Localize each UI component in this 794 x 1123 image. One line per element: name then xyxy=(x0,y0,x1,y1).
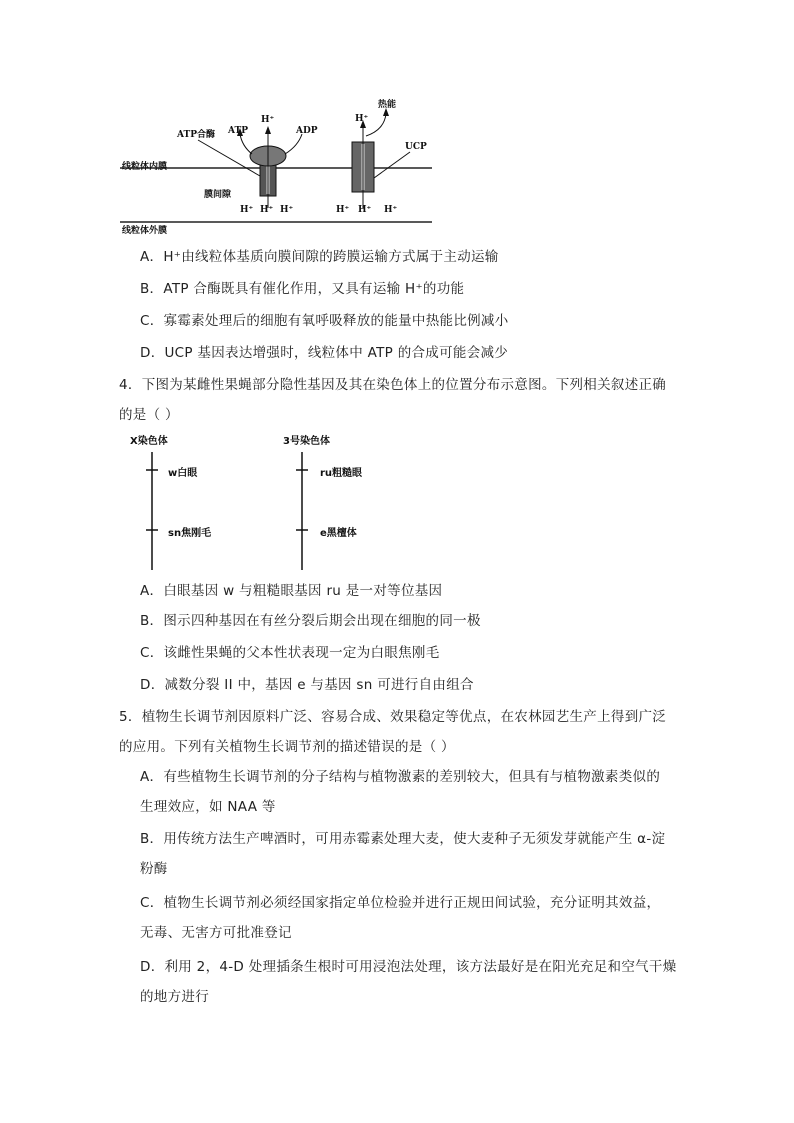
q5-option-a-line1: A．有些植物生长调节剂的分子结构与植物激素的差别较大，但具有与植物激素类似的 xyxy=(140,769,661,785)
q5-stem-line1: 5．植物生长调节剂因原料广泛、容易合成、效果稳定等优点，在农林园艺生产上得到广泛 xyxy=(119,709,667,725)
q5-option-c-line1: C．植物生长调节剂必须经国家指定单位检验并进行正规田间试验，充分证明其效益， xyxy=(140,895,661,911)
adp-label: ADP xyxy=(296,126,318,136)
atp-synthase-label: ATP合酶 xyxy=(177,130,215,140)
h-label-bottom: H⁺ xyxy=(358,205,372,215)
heat-arrow xyxy=(366,114,386,136)
e-gene-label: e黑檀体 xyxy=(320,528,357,539)
q4-stem-line1: 4．下图为某雌性果蝇部分隐性基因及其在染色体上的位置分布示意图。下列相关叙述正确 xyxy=(119,377,667,393)
chromosome-svg xyxy=(120,430,420,575)
adp-arrow xyxy=(285,134,302,154)
h-label-bottom: H⁺ xyxy=(240,205,254,215)
atp-arrow xyxy=(240,134,252,154)
x-chromosome-label: X染色体 xyxy=(130,436,168,447)
q3-option-a: A．H⁺由线粒体基质向膜间隙的跨膜运输方式属于主动运输 xyxy=(140,249,499,265)
h-label-bottom: H⁺ xyxy=(280,205,294,215)
h-label-top-left: H⁺ xyxy=(261,115,275,125)
ucp-pointer xyxy=(374,152,410,178)
q4-option-d: D．减数分裂 II 中，基因 e 与基因 sn 可进行自由组合 xyxy=(140,677,474,693)
q3-option-c: C．寡霉素处理后的细胞有氧呼吸释放的能量中热能比例减小 xyxy=(140,313,509,329)
q5-option-b-line1: B．用传统方法生产啤酒时，可用赤霉素处理大麦，使大麦种子无须发芽就能产生 α-淀 xyxy=(140,831,666,847)
intermembrane-space-label: 膜间隙 xyxy=(204,190,232,200)
q4-option-c: C．该雌性果蝇的父本性状表现一定为白眼焦刚毛 xyxy=(140,645,440,661)
chr3-label: 3号染色体 xyxy=(283,436,330,447)
h-label-bottom: H⁺ xyxy=(336,205,350,215)
q3-option-d: D．UCP 基因表达增强时，线粒体中 ATP 的合成可能会减少 xyxy=(140,345,509,361)
mitochondria-membrane-diagram xyxy=(120,96,440,241)
q5-option-d-line1: D．利用 2，4-D 处理插条生根时可用浸泡法处理，该方法最好是在阳光充足和空气干燥 xyxy=(140,959,677,975)
sn-gene-label: sn焦刚毛 xyxy=(168,528,212,539)
outer-membrane-label: 线粒体外膜 xyxy=(122,226,168,236)
h-label-bottom: H⁺ xyxy=(384,205,398,215)
h-label-bottom: H⁺ xyxy=(260,205,274,215)
membrane-svg xyxy=(120,96,440,241)
q3-option-b: B．ATP 合酶既具有催化作用，又具有运输 H⁺的功能 xyxy=(140,281,465,297)
q5-option-d-line2: 的地方进行 xyxy=(140,989,209,1005)
q5-option-b-line2: 粉酶 xyxy=(140,861,168,877)
w-gene-label: w白眼 xyxy=(168,468,198,479)
inner-membrane-label: 线粒体内膜 xyxy=(122,162,168,172)
atp-label: ATP xyxy=(228,126,248,136)
q4-stem-line2: 的是（ ） xyxy=(119,407,179,423)
q4-option-b: B．图示四种基因在有丝分裂后期会出现在细胞的同一极 xyxy=(140,613,481,629)
chromosome-diagram xyxy=(120,430,420,575)
heat-label: 热能 xyxy=(378,100,397,110)
q5-option-c-line2: 无毒、无害方可批准登记 xyxy=(140,925,292,941)
q4-option-a: A．白眼基因 w 与粗糙眼基因 ru 是一对等位基因 xyxy=(140,583,443,599)
ucp-label: UCP xyxy=(405,142,427,152)
ru-gene-label: ru粗糙眼 xyxy=(320,468,363,479)
h-label-top-right: H⁺ xyxy=(355,114,369,124)
q5-option-a-line2: 生理效应，如 NAA 等 xyxy=(140,799,276,815)
q5-stem-line2: 的应用。下列有关植物生长调节剂的描述错误的是（ ） xyxy=(119,739,455,755)
